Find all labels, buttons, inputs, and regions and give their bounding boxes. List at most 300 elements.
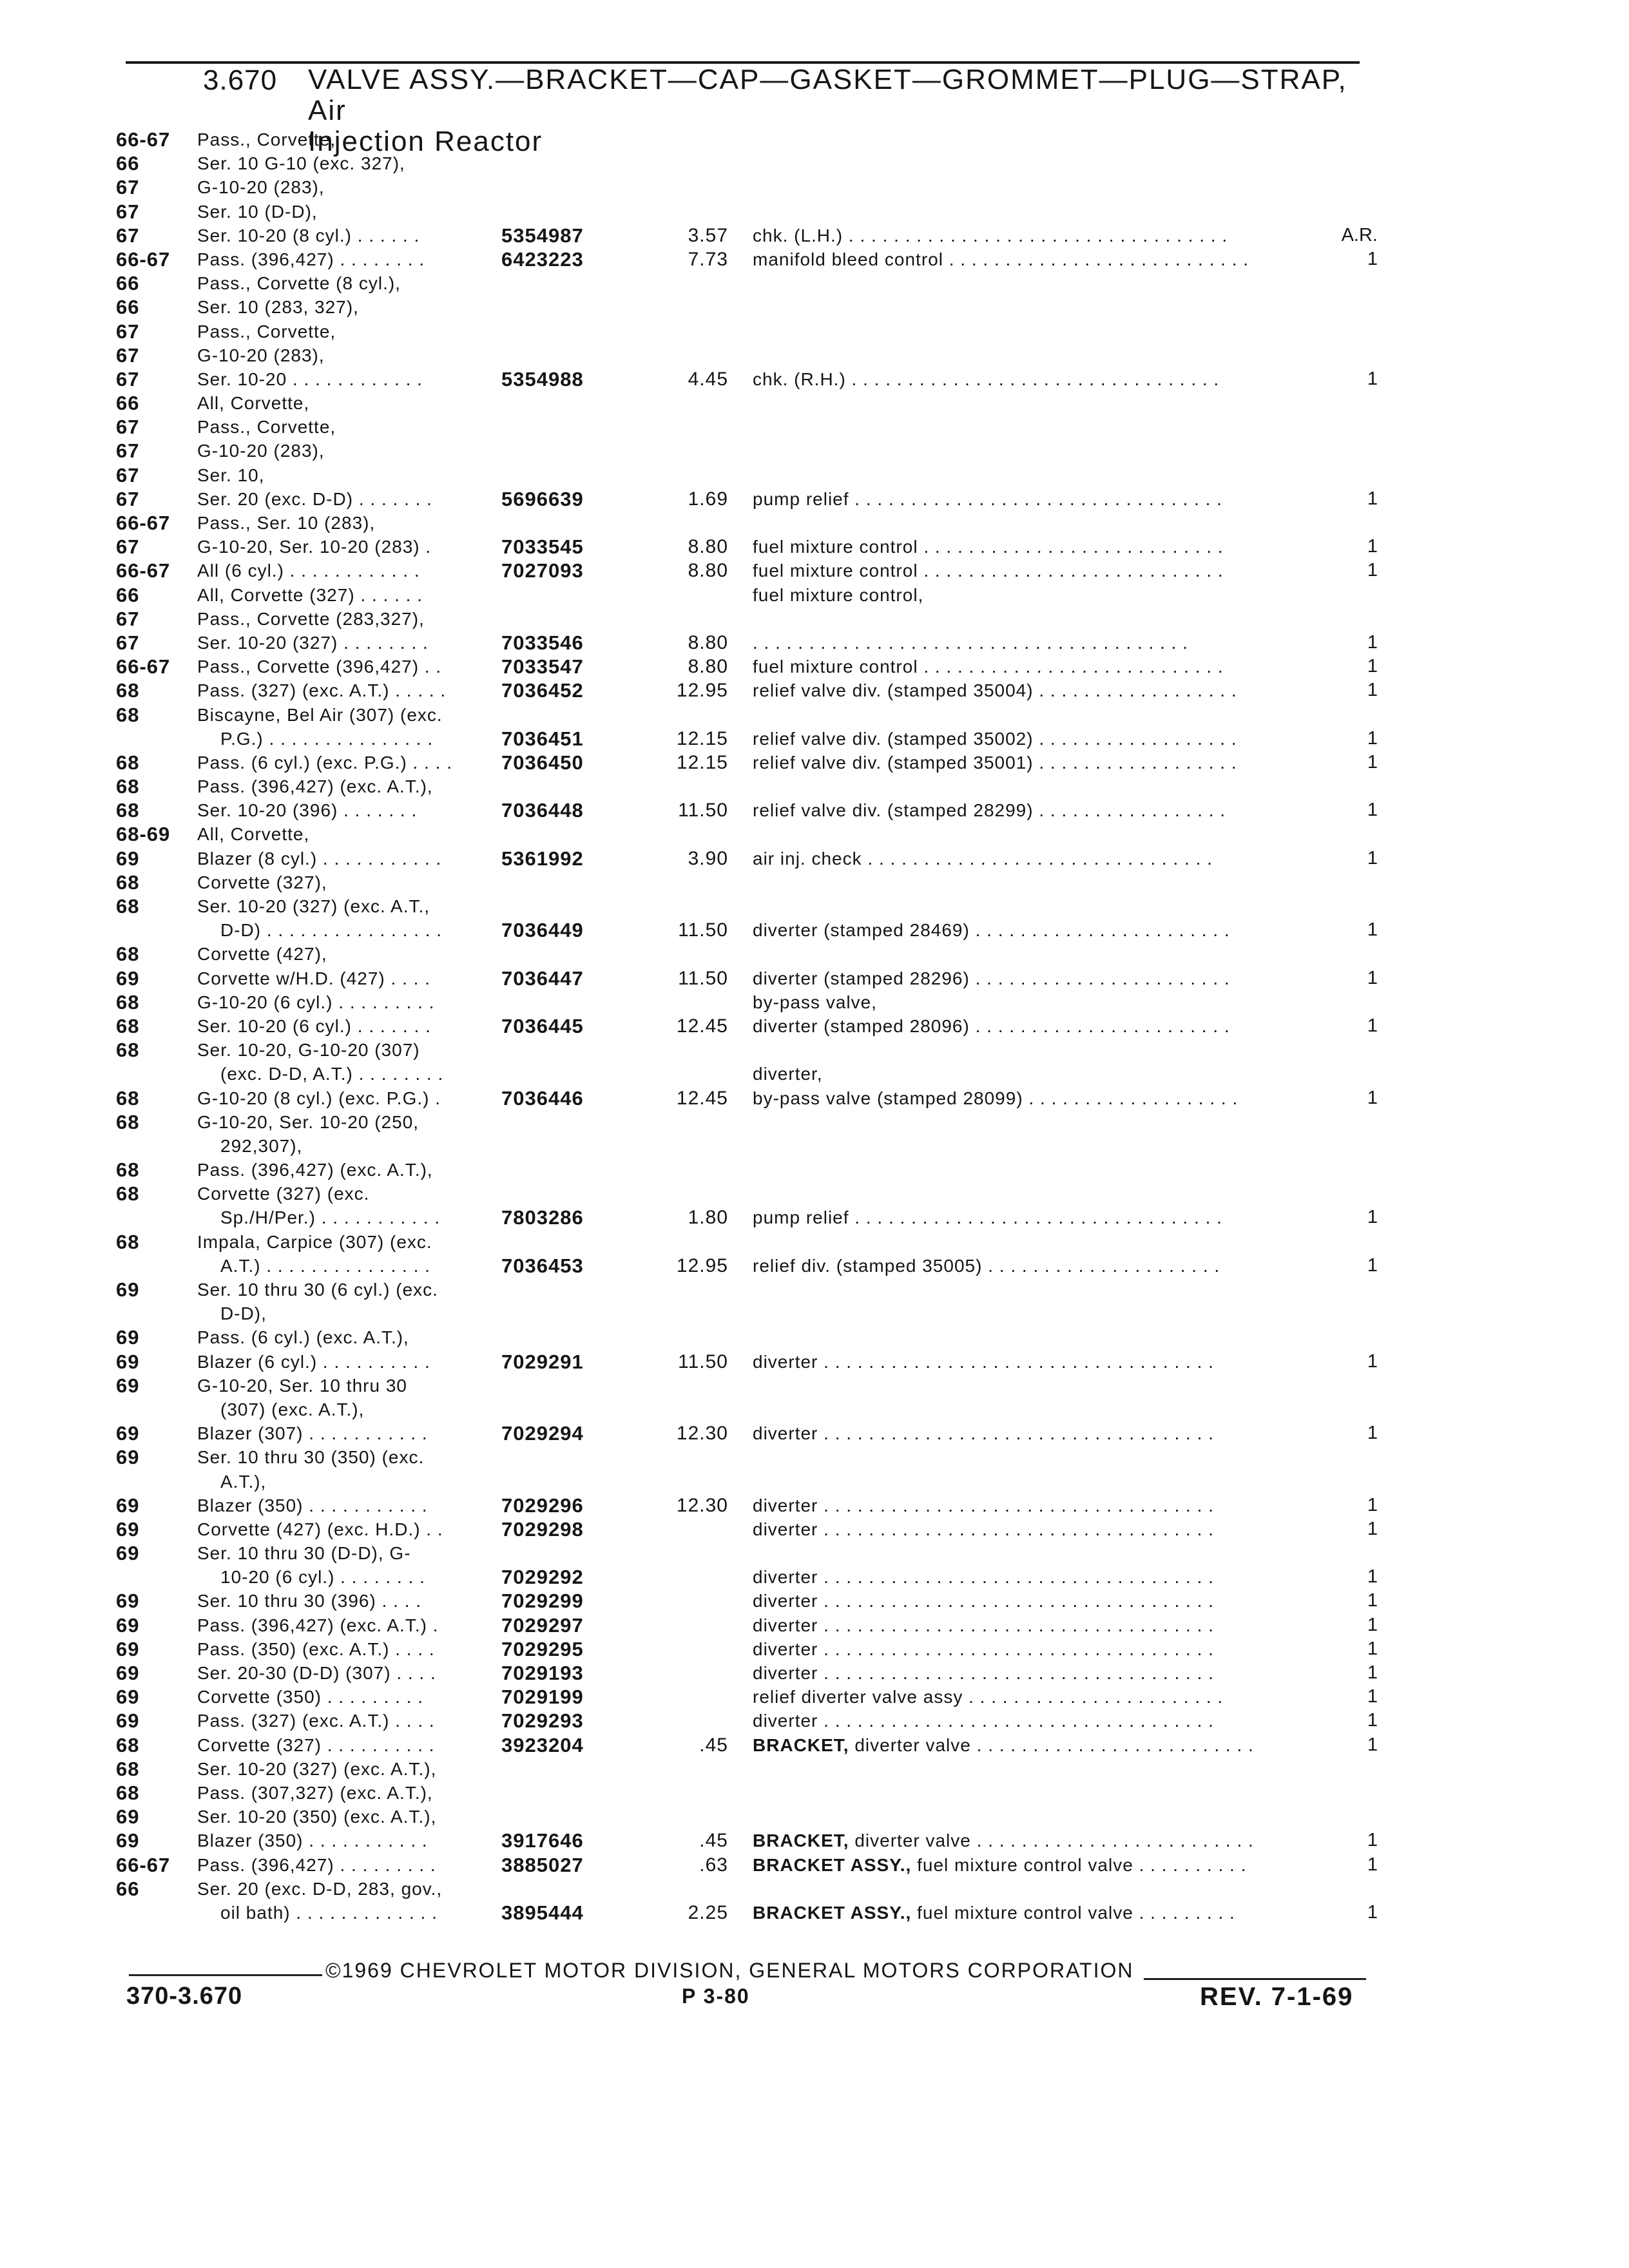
application-cell: Blazer (8 cyl.) . . . . . . . . . . . — [197, 848, 442, 869]
part-name-cell: diverter . . . . . . . . . . . . . . . . . . . . . . . . . . . . . . . . . . . — [753, 1615, 1214, 1635]
application-cell: Pass. (396,427) (exc. A.T.), — [197, 1160, 433, 1180]
application-cell: G-10-20 (283), — [197, 345, 325, 365]
table-row — [0, 1325, 1629, 1349]
year-cell: 68 — [116, 943, 140, 966]
price-cell: 12.15 — [676, 727, 728, 749]
price-cell: 7.73 — [688, 248, 728, 270]
part-number-cell: 7029293 — [501, 1709, 584, 1733]
quantity-cell: 1 — [1367, 1638, 1378, 1659]
table-row — [0, 1637, 1629, 1661]
part-name-cell: diverter . . . . . . . . . . . . . . . . . . . . . . . . . . . . . . . . . . . — [753, 1519, 1214, 1539]
part-name-cell: diverter . . . . . . . . . . . . . . . . . . . . . . . . . . . . . . . . . . . — [753, 1567, 1214, 1588]
table-row — [0, 559, 1629, 582]
quantity-cell: 1 — [1367, 800, 1378, 821]
quantity-cell: 1 — [1367, 488, 1378, 509]
year-cell: 66-67 — [116, 128, 171, 151]
table-row — [0, 1565, 1629, 1589]
table-row — [0, 367, 1629, 391]
application-cell: G-10-20, Ser. 10-20 (250, — [197, 1111, 419, 1132]
part-number-cell: 5354987 — [501, 224, 584, 247]
quantity-cell: 1 — [1367, 1087, 1378, 1108]
table-row — [0, 247, 1629, 271]
table-row — [0, 703, 1629, 727]
table-row — [0, 1014, 1629, 1038]
year-cell: 69 — [116, 1662, 140, 1684]
table-row — [0, 774, 1629, 798]
table-row — [0, 1134, 1629, 1158]
table-row — [0, 1829, 1629, 1852]
table-row — [0, 487, 1629, 511]
price-cell: 12.30 — [676, 1423, 728, 1445]
table-row — [0, 128, 1629, 151]
part-name-cell: fuel mixture control . . . . . . . . . . . . . . . . . . . . . . . . . . . — [753, 537, 1224, 557]
year-cell: 69 — [116, 1542, 140, 1565]
table-row — [0, 1733, 1629, 1757]
application-cell: Ser. 20 (exc. D-D, 283, gov., — [197, 1878, 443, 1899]
quantity-cell: 1 — [1367, 368, 1378, 389]
application-cell: Corvette (350) . . . . . . . . . — [197, 1687, 423, 1707]
year-cell: 66 — [116, 392, 140, 415]
table-row — [0, 1877, 1629, 1901]
part-number-cell: 7029296 — [501, 1494, 584, 1517]
year-cell: 69 — [116, 1686, 140, 1709]
year-cell: 69 — [116, 1829, 140, 1852]
section-title-line1: VALVE ASSY.—BRACKET—CAP—GASKET—GROMMET—PLUG—STRAP, Air — [308, 64, 1347, 126]
year-cell: 69 — [116, 1350, 140, 1373]
application-cell: 292,307), — [220, 1135, 303, 1156]
year-cell: 69 — [116, 1709, 140, 1733]
table-row — [0, 511, 1629, 535]
price-cell: 12.45 — [676, 1015, 728, 1037]
part-name-cell: diverter (stamped 28096) . . . . . . . . . . . . . . . . . . . . . . . — [753, 1015, 1230, 1036]
application-cell: G-10-20 (8 cyl.) (exc. P.G.) . — [197, 1088, 441, 1108]
price-cell: 11.50 — [678, 1350, 728, 1372]
year-cell: 67 — [116, 343, 140, 367]
table-row — [0, 1470, 1629, 1494]
application-cell: Corvette (327) (exc. — [197, 1184, 370, 1204]
table-row — [0, 631, 1629, 655]
application-cell: A.T.) . . . . . . . . . . . . . . . — [220, 1255, 430, 1276]
application-cell: Pass. (396,427) . . . . . . . . . — [197, 1854, 436, 1875]
year-cell: 69 — [116, 1590, 140, 1613]
part-number-cell: 3895444 — [501, 1901, 584, 1924]
revision-date: REV. 7-1-69 — [1200, 1983, 1354, 2011]
quantity-cell: 1 — [1367, 1590, 1378, 1611]
application-cell: Ser. 10 thru 30 (D-D), G- — [197, 1543, 411, 1564]
section-number: 3.670 — [203, 64, 278, 96]
application-cell: D-D), — [220, 1303, 267, 1324]
copyright-line: ©1969 CHEVROLET MOTOR DIVISION, GENERAL MOTORS CORPORATION — [325, 1959, 1134, 1982]
application-cell: Pass. (6 cyl.) (exc. A.T.), — [197, 1327, 409, 1348]
application-cell: Ser. 10 (283, 327), — [197, 297, 359, 318]
application-cell: D-D) . . . . . . . . . . . . . . . . — [220, 920, 443, 941]
part-name-cell: diverter . . . . . . . . . . . . . . . . . . . . . . . . . . . . . . . . . . . — [753, 1711, 1214, 1731]
table-row — [0, 463, 1629, 487]
quantity-cell: 1 — [1367, 847, 1378, 869]
quantity-cell: 1 — [1367, 919, 1378, 941]
table-row — [0, 1781, 1629, 1805]
part-number-cell: 7027093 — [501, 559, 584, 582]
price-cell: 3.90 — [688, 847, 728, 869]
table-row — [0, 1685, 1629, 1709]
year-cell: 68 — [116, 1086, 140, 1110]
part-name-text: diverter valve . . . . . . . . . . . . . . . . . . . . . . . . . — [854, 1831, 1254, 1851]
application-cell: Pass., Corvette, — [197, 130, 336, 149]
application-cell: Blazer (6 cyl.) . . . . . . . . . . — [197, 1351, 430, 1372]
year-cell: 68 — [116, 1158, 140, 1182]
price-cell: 1.80 — [688, 1207, 728, 1229]
quantity-cell: 1 — [1367, 631, 1378, 653]
part-name-cell: by-pass valve, — [753, 992, 877, 1012]
part-number-cell: 7029295 — [501, 1637, 584, 1660]
application-cell: Ser. 10-20 (8 cyl.) . . . . . . — [197, 225, 420, 245]
table-row — [0, 439, 1629, 463]
table-row — [0, 295, 1629, 319]
application-cell: Ser. 10 G-10 (exc. 327), — [197, 153, 405, 174]
table-row — [0, 175, 1629, 199]
table-row — [0, 1206, 1629, 1229]
quantity-cell: 1 — [1367, 1614, 1378, 1635]
table-row — [0, 1853, 1629, 1877]
year-cell: 66-67 — [116, 1853, 171, 1876]
application-cell: G-10-20 (283), — [197, 177, 325, 198]
year-cell: 68 — [116, 1781, 140, 1804]
table-row — [0, 751, 1629, 774]
part-number-cell: 7033546 — [501, 631, 584, 654]
part-name-cell — [753, 1901, 1235, 1925]
year-cell: 69 — [116, 1326, 140, 1349]
year-cell: 66 — [116, 1877, 140, 1900]
page-number: P 3-80 — [682, 1984, 750, 2008]
price-cell: 12.15 — [676, 751, 728, 773]
year-cell: 68 — [116, 1014, 140, 1037]
year-cell: 67 — [116, 416, 140, 439]
application-cell: All, Corvette, — [197, 824, 310, 845]
application-cell: Blazer (350) . . . . . . . . . . . — [197, 1831, 428, 1851]
application-cell: G-10-20 (6 cyl.) . . . . . . . . . — [197, 992, 435, 1012]
price-cell: .45 — [699, 1734, 728, 1756]
year-cell: 67 — [116, 224, 140, 247]
application-cell: Ser. 10 thru 30 (6 cyl.) (exc. — [197, 1280, 438, 1300]
table-row — [0, 966, 1629, 990]
price-cell: 12.95 — [676, 1254, 728, 1276]
price-cell: 8.80 — [688, 560, 728, 582]
quantity-cell: 1 — [1367, 1686, 1378, 1707]
part-name-cell: diverter . . . . . . . . . . . . . . . . . . . . . . . . . . . . . . . . . . . — [753, 1591, 1214, 1611]
part-number-cell: 7029193 — [501, 1662, 584, 1684]
table-row — [0, 343, 1629, 367]
application-cell: Corvette w/H.D. (427) . . . . — [197, 968, 430, 988]
application-cell: Impala, Carpice (307) (exc. — [197, 1231, 432, 1252]
year-cell: 68 — [116, 799, 140, 822]
price-cell: 3.57 — [688, 224, 728, 246]
table-row — [0, 415, 1629, 439]
year-cell: 67 — [116, 487, 140, 510]
table-row — [0, 1589, 1629, 1613]
application-cell: Biscayne, Bel Air (307) (exc. — [197, 704, 443, 725]
year-cell: 68 — [116, 1039, 140, 1062]
part-name-bold: BRACKET ASSY., — [753, 1902, 912, 1923]
application-cell: Pass. (327) (exc. A.T.) . . . . . — [197, 680, 447, 701]
year-cell: 69 — [116, 1374, 140, 1397]
application-cell: Ser. 10 thru 30 (350) (exc. — [197, 1447, 425, 1468]
footer-rule-left — [129, 1974, 322, 1976]
quantity-cell: 1 — [1367, 1254, 1378, 1276]
part-number-cell: 7033545 — [501, 535, 584, 559]
application-cell: Pass., Corvette (8 cyl.), — [197, 273, 401, 294]
part-name-cell: air inj. check . . . . . . . . . . . . . . . . . . . . . . . . . . . . . . . — [753, 848, 1213, 869]
price-cell: 12.95 — [676, 680, 728, 702]
part-name-text: diverter valve . . . . . . . . . . . . . . . . . . . . . . . . . — [854, 1735, 1254, 1755]
part-name-cell: pump relief . . . . . . . . . . . . . . . . . . . . . . . . . . . . . . . . . — [753, 488, 1222, 509]
application-cell: Ser. 20-30 (D-D) (307) . . . . — [197, 1663, 436, 1683]
part-number-cell: 7036452 — [501, 679, 584, 702]
part-number-cell: 5354988 — [501, 367, 584, 390]
table-row — [0, 1445, 1629, 1469]
table-row — [0, 1110, 1629, 1134]
application-cell: Ser. 10-20 (6 cyl.) . . . . . . . — [197, 1015, 431, 1036]
part-number-cell: 7029291 — [501, 1350, 584, 1373]
part-name-text: fuel mixture control valve . . . . . . . . . — [917, 1902, 1235, 1923]
application-cell: (307) (exc. A.T.), — [220, 1399, 365, 1419]
quantity-cell: 1 — [1367, 536, 1378, 557]
application-cell: Pass. (307,327) (exc. A.T.), — [197, 1782, 433, 1803]
price-cell: .45 — [699, 1830, 728, 1852]
year-cell: 67 — [116, 607, 140, 630]
quantity-cell: 1 — [1367, 1015, 1378, 1036]
price-cell: 11.50 — [678, 967, 728, 989]
table-row — [0, 1254, 1629, 1278]
application-cell: Ser. 10-20 (396) . . . . . . . — [197, 800, 418, 821]
table-row — [0, 655, 1629, 678]
year-cell: 66-67 — [116, 247, 171, 271]
application-cell: Pass. (6 cyl.) (exc. P.G.) . . . . — [197, 752, 453, 773]
part-name-cell — [753, 1853, 1246, 1877]
quantity-cell: A.R. — [1341, 224, 1378, 245]
part-name-cell: relief div. (stamped 35005) . . . . . . . . . . . . . . . . . . . . . — [753, 1255, 1220, 1276]
table-row — [0, 1158, 1629, 1182]
price-cell: 12.45 — [676, 1087, 728, 1109]
part-number-cell: 5361992 — [501, 847, 584, 870]
table-row — [0, 1182, 1629, 1206]
part-number-cell: 6423223 — [501, 247, 584, 271]
part-number-cell: 7036449 — [501, 919, 584, 942]
part-number-cell: 7036451 — [501, 727, 584, 750]
quantity-cell: 1 — [1367, 751, 1378, 773]
application-cell: Pass., Corvette, — [197, 417, 336, 437]
year-cell: 68 — [116, 775, 140, 798]
table-row — [0, 1038, 1629, 1062]
year-cell: 67 — [116, 535, 140, 559]
application-cell: All (6 cyl.) . . . . . . . . . . . . — [197, 561, 420, 581]
table-row — [0, 942, 1629, 966]
price-cell: 8.80 — [688, 656, 728, 678]
year-cell: 68 — [116, 895, 140, 918]
application-cell: oil bath) . . . . . . . . . . . . . — [220, 1902, 438, 1923]
application-cell: Pass., Ser. 10 (283), — [197, 513, 376, 533]
table-row — [0, 1350, 1629, 1374]
year-cell: 69 — [116, 1805, 140, 1829]
application-cell: Ser. 10-20 . . . . . . . . . . . . — [197, 369, 423, 389]
price-cell: 4.45 — [688, 368, 728, 390]
table-row — [0, 678, 1629, 702]
table-row — [0, 1901, 1629, 1925]
table-row — [0, 1517, 1629, 1541]
part-name-cell: diverter . . . . . . . . . . . . . . . . . . . . . . . . . . . . . . . . . . . — [753, 1351, 1214, 1372]
year-cell: 69 — [116, 966, 140, 990]
year-cell: 68 — [116, 1733, 140, 1756]
table-row — [0, 1374, 1629, 1398]
part-number-cell: 5696639 — [501, 487, 584, 510]
application-cell: (exc. D-D, A.T.) . . . . . . . . — [220, 1064, 444, 1084]
application-cell: Pass. (396,427) (exc. A.T.) . — [197, 1615, 439, 1635]
section-title-line2: Injection Reactor — [308, 126, 543, 157]
application-cell: Pass., Corvette (283,327), — [197, 608, 425, 629]
price-cell: .63 — [699, 1854, 728, 1876]
part-name-cell: diverter, — [753, 1064, 823, 1084]
quantity-cell: 1 — [1367, 1662, 1378, 1683]
part-number-cell: 3885027 — [501, 1853, 584, 1876]
quantity-cell: 1 — [1367, 1734, 1378, 1755]
year-cell: 68 — [116, 1182, 140, 1206]
year-cell: 68 — [116, 1110, 140, 1133]
table-row — [0, 607, 1629, 631]
table-row — [0, 1709, 1629, 1733]
application-cell: 10-20 (6 cyl.) . . . . . . . . — [220, 1567, 425, 1588]
table-row — [0, 271, 1629, 295]
table-row — [0, 1086, 1629, 1110]
part-number-cell: 7029297 — [501, 1613, 584, 1637]
part-name-cell: diverter . . . . . . . . . . . . . . . . . . . . . . . . . . . . . . . . . . . — [753, 1639, 1214, 1659]
application-cell: Pass. (350) (exc. A.T.) . . . . — [197, 1639, 435, 1659]
part-number-cell: 7036448 — [501, 799, 584, 822]
year-cell: 66-67 — [116, 655, 171, 678]
part-name-cell: pump relief . . . . . . . . . . . . . . . . . . . . . . . . . . . . . . . . . — [753, 1207, 1222, 1228]
year-cell: 69 — [116, 1637, 140, 1660]
part-number-cell: 3917646 — [501, 1829, 584, 1852]
part-name-cell: diverter . . . . . . . . . . . . . . . . . . . . . . . . . . . . . . . . . . . — [753, 1495, 1214, 1515]
application-cell: Corvette (327), — [197, 872, 327, 892]
footer-rule-right — [1144, 1978, 1366, 1980]
part-name-cell: diverter (stamped 28469) . . . . . . . . . . . . . . . . . . . . . . . — [753, 920, 1230, 941]
year-cell: 68 — [116, 703, 140, 726]
year-cell: 66 — [116, 583, 140, 606]
quantity-cell: 1 — [1367, 656, 1378, 677]
application-cell: Ser. 20 (exc. D-D) . . . . . . . — [197, 488, 432, 509]
year-cell: 69 — [116, 1613, 140, 1637]
part-name-cell: . . . . . . . . . . . . . . . . . . . . . . . . . . . . . . . . . . . . . . . — [753, 632, 1189, 653]
application-cell: Corvette (427) (exc. H.D.) . . — [197, 1519, 443, 1539]
table-row — [0, 1757, 1629, 1781]
year-cell: 66-67 — [116, 512, 171, 534]
price-cell: 1.69 — [688, 488, 728, 510]
table-row — [0, 1398, 1629, 1421]
application-cell: Ser. 10-20, G-10-20 (307) — [197, 1040, 420, 1061]
part-name-cell: relief valve div. (stamped 28299) . . . . . . . . . . . . . . . . . — [753, 800, 1226, 821]
year-cell: 69 — [116, 1278, 140, 1301]
section-range: 370-3.670 — [126, 1983, 243, 2010]
year-cell: 68 — [116, 1230, 140, 1253]
table-row — [0, 727, 1629, 751]
part-number-cell: 7033547 — [501, 655, 584, 678]
part-name-cell: chk. (R.H.) . . . . . . . . . . . . . . . . . . . . . . . . . . . . . . . . . — [753, 369, 1220, 389]
quantity-cell: 1 — [1367, 727, 1378, 749]
part-name-cell: diverter (stamped 28296) . . . . . . . . . . . . . . . . . . . . . . . — [753, 968, 1230, 988]
quantity-cell: 1 — [1367, 1854, 1378, 1875]
part-name-cell — [753, 1733, 1254, 1757]
quantity-cell: 1 — [1367, 248, 1378, 269]
year-cell: 67 — [116, 439, 140, 463]
part-number-cell: 7036453 — [501, 1254, 584, 1277]
part-number-cell: 7029294 — [501, 1422, 584, 1445]
application-cell: G-10-20, Ser. 10 thru 30 — [197, 1375, 407, 1396]
table-row — [0, 1661, 1629, 1685]
table-row — [0, 583, 1629, 607]
price-cell: 11.50 — [678, 919, 728, 941]
part-name-text: fuel mixture control valve . . . . . . . . . . — [917, 1854, 1247, 1875]
application-cell: All, Corvette, — [197, 393, 310, 414]
part-name-cell: manifold bleed control . . . . . . . . . . . . . . . . . . . . . . . . . . . — [753, 249, 1249, 269]
table-row — [0, 1805, 1629, 1829]
quantity-cell: 1 — [1367, 1566, 1378, 1588]
year-cell: 69 — [116, 1446, 140, 1469]
price-cell: 8.80 — [688, 536, 728, 558]
part-number-cell: 7029292 — [501, 1566, 584, 1589]
year-cell: 66 — [116, 152, 140, 175]
part-name-cell: fuel mixture control, — [753, 584, 924, 605]
application-cell: All, Corvette (327) . . . . . . — [197, 584, 423, 605]
application-cell: Pass. (396,427) . . . . . . . . — [197, 249, 425, 269]
quantity-cell: 1 — [1367, 1350, 1378, 1372]
quantity-cell: 1 — [1367, 1494, 1378, 1515]
application-cell: Ser. 10-20 (350) (exc. A.T.), — [197, 1807, 437, 1827]
year-cell: 67 — [116, 176, 140, 199]
table-row — [0, 535, 1629, 559]
application-cell: Pass. (396,427) (exc. A.T.), — [197, 776, 433, 797]
year-cell: 68 — [116, 679, 140, 702]
part-number-cell: 7029199 — [501, 1686, 584, 1709]
price-cell: 2.25 — [688, 1901, 728, 1923]
application-cell: Ser. 10-20 (327) (exc. A.T.), — [197, 1758, 437, 1779]
part-name-cell: by-pass valve (stamped 28099) . . . . . . . . . . . . . . . . . . . — [753, 1088, 1239, 1108]
year-cell: 68 — [116, 990, 140, 1014]
application-cell: Ser. 10-20 (327) (exc. A.T., — [197, 896, 430, 916]
table-row — [0, 990, 1629, 1014]
table-row — [0, 1421, 1629, 1445]
quantity-cell: 1 — [1367, 1710, 1378, 1731]
table-row — [0, 391, 1629, 415]
quantity-cell: 1 — [1367, 1901, 1378, 1923]
table-row — [0, 1230, 1629, 1254]
price-cell: 11.50 — [678, 800, 728, 822]
year-cell: 69 — [116, 1517, 140, 1541]
part-number-cell: 7036446 — [501, 1086, 584, 1110]
quantity-cell: 1 — [1367, 967, 1378, 988]
year-cell: 68 — [116, 1757, 140, 1780]
table-row — [0, 1613, 1629, 1637]
table-row — [0, 1278, 1629, 1302]
part-number-cell: 7036445 — [501, 1014, 584, 1037]
part-number-cell: 7036450 — [501, 751, 584, 774]
year-cell: 69 — [116, 1422, 140, 1445]
part-number-cell: 7036447 — [501, 966, 584, 990]
part-name-cell: relief valve div. (stamped 35004) . . . . . . . . . . . . . . . . . . — [753, 680, 1237, 701]
application-cell: Corvette (427), — [197, 944, 327, 965]
year-cell: 68 — [116, 870, 140, 894]
year-cell: 67 — [116, 200, 140, 223]
part-name-cell: relief valve div. (stamped 35001) . . . . . . . . . . . . . . . . . . — [753, 752, 1237, 773]
table-row — [0, 200, 1629, 224]
